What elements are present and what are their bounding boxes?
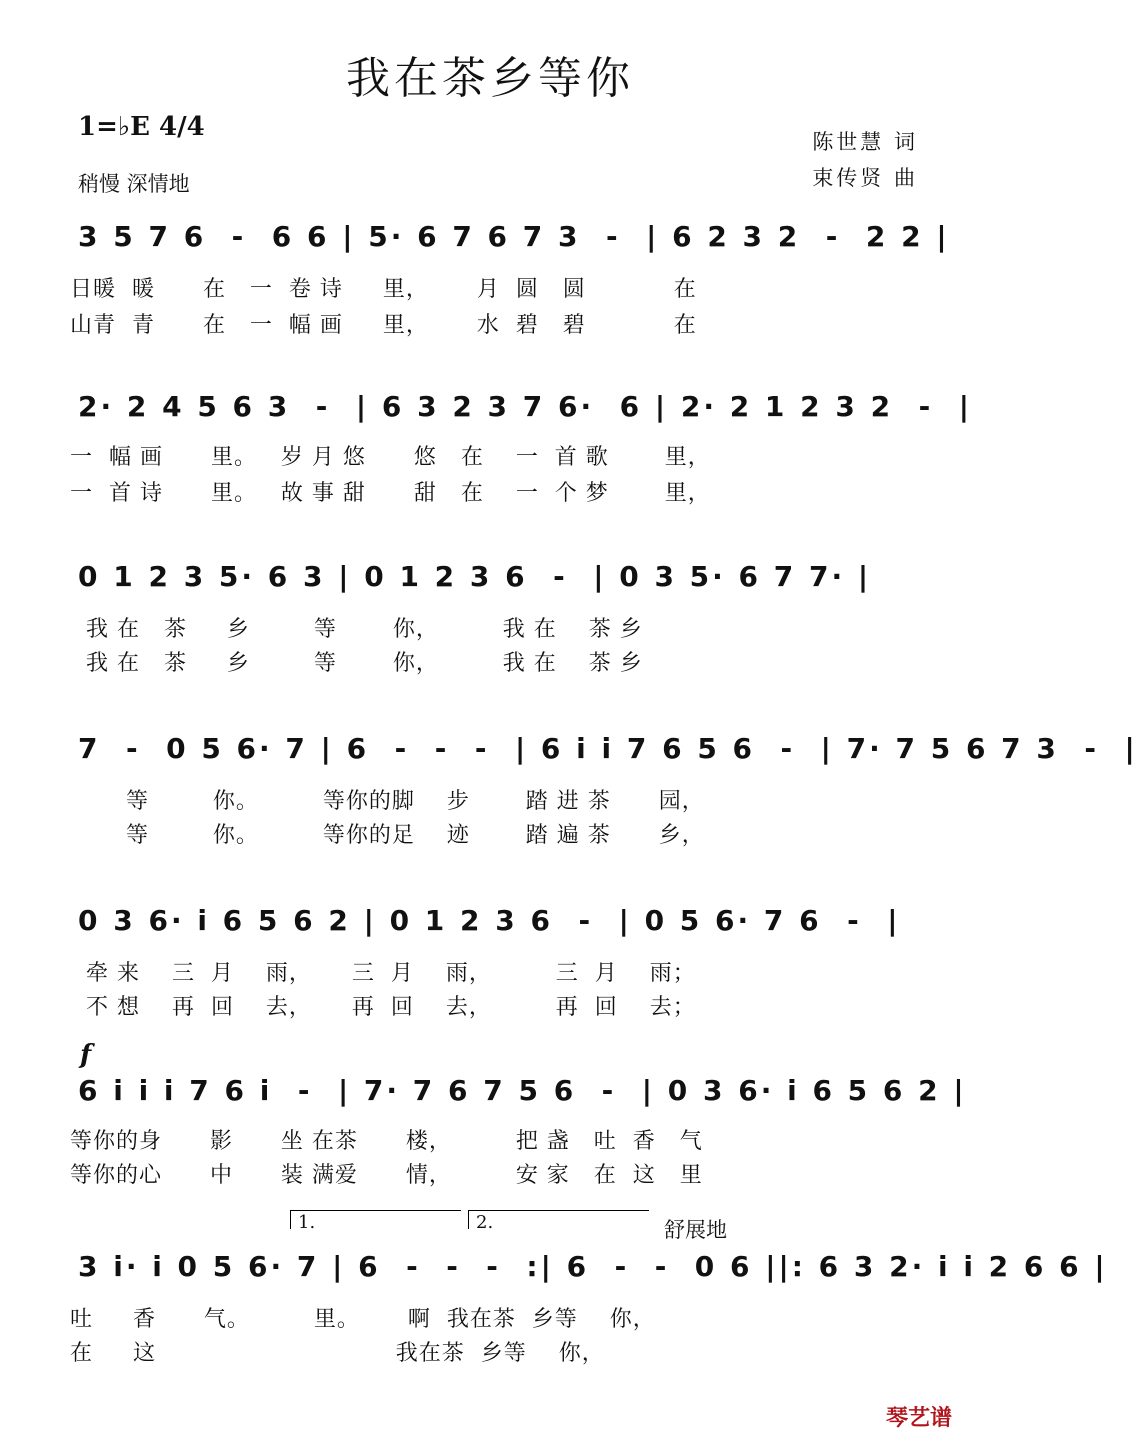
notation-line-2: 2· 2 4 5 6 3 - | 6 3 2 3 7 6· 6 | 2· 2 1 2 3 2 - |: [78, 390, 972, 423]
volta-2: 2.: [476, 1212, 494, 1233]
tempo-marking: 稍慢 深情地: [78, 172, 190, 196]
lyric-line-4a: 等 你。 等你的脚 步 踏 进 茶 园，: [70, 789, 705, 814]
key-signature: 1=♭E 4/4: [78, 112, 205, 142]
page-title: 我在茶乡等你: [346, 53, 634, 104]
notation-line-1: 3 5 7 6 - 6 6 | 5· 6 7 6 7 3 - | 6 2 3 2 - 2 2 |: [78, 220, 950, 253]
lyric-line-3b: 我 在 茶 乡 等 你， 我 在 茶 乡: [70, 651, 643, 676]
notation-line-7: 3 i· i 0 5 6· 7 | 6 - - - :| 6 - - 0 6 ||: 6 3 2· i i 2 6 6 |: [78, 1250, 1108, 1283]
lyric-line-1a: 日暖 暖 在 一 卷 诗 里， 月 圆 圆 在: [70, 277, 697, 302]
volta-bracket-2: [468, 1210, 649, 1229]
lyric-line-6a: 等你的身 影 坐 在茶 楼， 把 盏 吐 香 气: [70, 1129, 703, 1154]
volta-bracket-1: [290, 1210, 461, 1229]
lyric-line-4b: 等 你。 等你的足 迹 踏 遍 茶 乡，: [70, 823, 705, 848]
notation-line-5: 0 3 6· i 6 5 6 2 | 0 1 2 3 6 - | 0 5 6· 7 6 - |: [78, 904, 901, 937]
notation-line-6: 6 i i i 7 6 i - | 7· 7 6 7 5 6 - | 0 3 6· i 6 5 6 2 |: [78, 1074, 967, 1107]
notation-line-4: 7 - 0 5 6· 7 | 6 - - - | 6 i i 7 6 5 6 - | 7· 7 5 6 7 3 - |: [78, 732, 1138, 765]
lyric-line-5b: 不 想 再 回 去， 再 回 去， 再 回 去；: [70, 995, 696, 1020]
notation-line-3: 0 1 2 3 5· 6 3 | 0 1 2 3 6 - | 0 3 5· 6 7 7· |: [78, 560, 872, 593]
volta-1: 1.: [298, 1212, 316, 1233]
lyric-line-5a: 牵 来 三 月 雨， 三 月 雨， 三 月 雨；: [70, 961, 696, 986]
lyricist-credit: 陈世慧 词: [812, 130, 918, 154]
lyric-line-1b: 山青 青 在 一 幅 画 里， 水 碧 碧 在: [70, 313, 697, 338]
composer-credit: 束传贤 曲: [812, 166, 918, 190]
lyric-line-6b: 等你的心 中 装 满爱 情， 安 家 在 这 里: [70, 1163, 703, 1188]
dynamic-marking: f: [80, 1040, 92, 1070]
lyric-line-2b: 一 首 诗 里。 故 事 甜 甜 在 一 个 梦 里，: [70, 481, 711, 506]
lyric-line-7a: 吐 香 气。 里。 啊 我在茶 乡等 你，: [70, 1307, 656, 1332]
expression-marking: 舒展地: [664, 1218, 727, 1242]
lyric-line-2a: 一 幅 画 里。 岁 月 悠 悠 在 一 首 歌 里，: [70, 445, 711, 470]
lyric-line-7b: 在 这 我在茶 乡等 你，: [70, 1341, 605, 1366]
site-logo: 琴艺谱: [885, 1406, 952, 1431]
lyric-line-3a: 我 在 茶 乡 等 你， 我 在 茶 乡: [70, 617, 643, 642]
